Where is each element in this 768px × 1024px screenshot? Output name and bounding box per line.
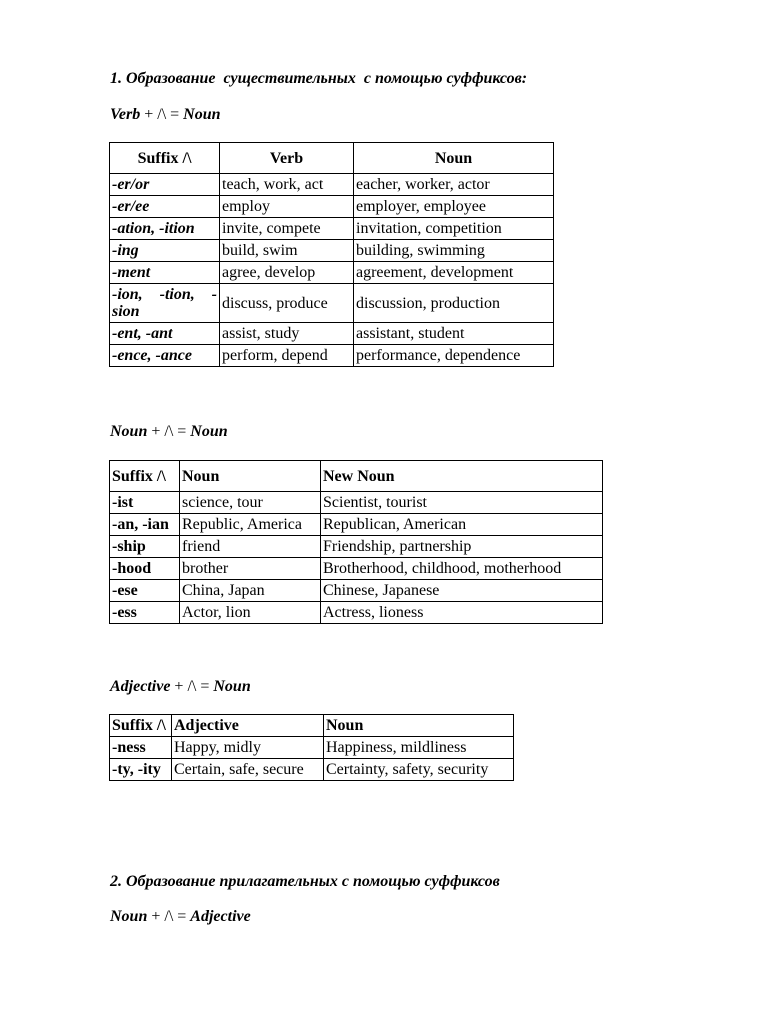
table-row <box>110 218 554 240</box>
table-cell: Republic, America <box>180 514 321 536</box>
table-cell: employer, employee <box>354 196 554 218</box>
suffix-cell: -ion, -tion, -sion <box>110 284 220 323</box>
column-header: New Noun <box>321 461 603 492</box>
table-cell: performance, dependence <box>354 345 554 367</box>
formula-right: Noun <box>190 423 228 440</box>
table-cell: discuss, produce <box>220 284 354 323</box>
table-cell: Republican, American <box>321 514 603 536</box>
table-cell: Happy, midly <box>172 737 324 759</box>
table-cell: Actor, lion <box>180 602 321 624</box>
suffix-cell: -ation, -ition <box>110 218 220 240</box>
section2-heading: 2. Образование прилагательных с помощью суффиксов <box>110 873 500 890</box>
table-cell: Certainty, safety, security <box>324 759 514 781</box>
formula-left: Verb <box>110 106 141 123</box>
formula-verb-noun <box>110 106 221 124</box>
formula-adjective-noun <box>110 678 251 696</box>
table-cell: science, tour <box>180 492 321 514</box>
suffix-cell: -ent, -ant <box>110 323 220 345</box>
table-cell: employ <box>220 196 354 218</box>
table-cell: Friendship, partnership <box>321 536 603 558</box>
table-cell: Actress, lioness <box>321 602 603 624</box>
table-row <box>110 536 603 558</box>
suffix-cell: -ist <box>110 492 180 514</box>
column-header: Noun <box>180 461 321 492</box>
table-cell: Certain, safe, secure <box>172 759 324 781</box>
table-cell: Scientist, tourist <box>321 492 603 514</box>
suffix-cell: -ese <box>110 580 180 602</box>
table-cell: invitation, competition <box>354 218 554 240</box>
table-row <box>110 240 554 262</box>
suffix-cell: -ty, -ity <box>110 759 172 781</box>
formula-noun-noun <box>110 423 228 441</box>
table-header-row <box>110 715 514 737</box>
table-cell: agreement, development <box>354 262 554 284</box>
table-row <box>110 558 603 580</box>
table-row <box>110 602 603 624</box>
table-cell: assistant, student <box>354 323 554 345</box>
suffix-cell: -hood <box>110 558 180 580</box>
table-cell: Chinese, Japanese <box>321 580 603 602</box>
table-row <box>110 345 554 367</box>
formula-right: Adjective <box>190 908 251 925</box>
table-cell: brother <box>180 558 321 580</box>
suffix-cell: -an, -ian <box>110 514 180 536</box>
table-cell: perform, depend <box>220 345 354 367</box>
table-row <box>110 284 554 323</box>
table-cell: assist, study <box>220 323 354 345</box>
verb-noun-suffix-table <box>109 142 554 367</box>
table-row <box>110 262 554 284</box>
suffix-cell: -ess <box>110 602 180 624</box>
table-row <box>110 196 554 218</box>
table-row <box>110 323 554 345</box>
column-header: Suffix /\ <box>110 143 220 174</box>
formula-operator: + /\ = <box>140 106 184 123</box>
table-cell: building, swimming <box>354 240 554 262</box>
suffix-cell: -ing <box>110 240 220 262</box>
suffix-cell: -ment <box>110 262 220 284</box>
table-row <box>110 492 603 514</box>
table-row <box>110 759 514 781</box>
table-row <box>110 580 603 602</box>
column-header: Suffix /\ <box>110 715 172 737</box>
section1-heading: 1. Образование существительных с помощью суффиксов: <box>110 70 528 87</box>
column-header: Verb <box>220 143 354 174</box>
table-cell: invite, compete <box>220 218 354 240</box>
formula-operator: + /\ = <box>147 423 191 440</box>
formula-right: Noun <box>183 106 221 123</box>
noun-noun-suffix-table <box>109 460 603 624</box>
table-cell: discussion, production <box>354 284 554 323</box>
table-cell: teach, work, act <box>220 174 354 196</box>
table-cell: Brotherhood, childhood, motherhood <box>321 558 603 580</box>
formula-left: Adjective <box>110 678 171 695</box>
adjective-noun-suffix-table <box>109 714 514 781</box>
table-cell: friend <box>180 536 321 558</box>
table-cell: agree, develop <box>220 262 354 284</box>
column-header: Noun <box>354 143 554 174</box>
formula-operator: + /\ = <box>147 908 191 925</box>
suffix-cell: -er/ee <box>110 196 220 218</box>
suffix-cell: -ness <box>110 737 172 759</box>
column-header: Adjective <box>172 715 324 737</box>
formula-left: Noun <box>110 423 148 440</box>
formula-operator: + /\ = <box>170 678 214 695</box>
formula-right: Noun <box>213 678 251 695</box>
table-cell: eacher, worker, actor <box>354 174 554 196</box>
column-header: Suffix /\ <box>110 461 180 492</box>
table-cell: China, Japan <box>180 580 321 602</box>
table-row <box>110 737 514 759</box>
suffix-cell: -ship <box>110 536 180 558</box>
table-cell: build, swim <box>220 240 354 262</box>
table-row <box>110 174 554 196</box>
formula-left: Noun <box>110 908 148 925</box>
table-cell: Happiness, mildliness <box>324 737 514 759</box>
suffix-cell: -ence, -ance <box>110 345 220 367</box>
table-row <box>110 514 603 536</box>
column-header: Noun <box>324 715 514 737</box>
formula-noun-adjective <box>110 908 251 926</box>
table-header-row <box>110 143 554 174</box>
suffix-cell: -er/or <box>110 174 220 196</box>
table-header-row <box>110 461 603 492</box>
